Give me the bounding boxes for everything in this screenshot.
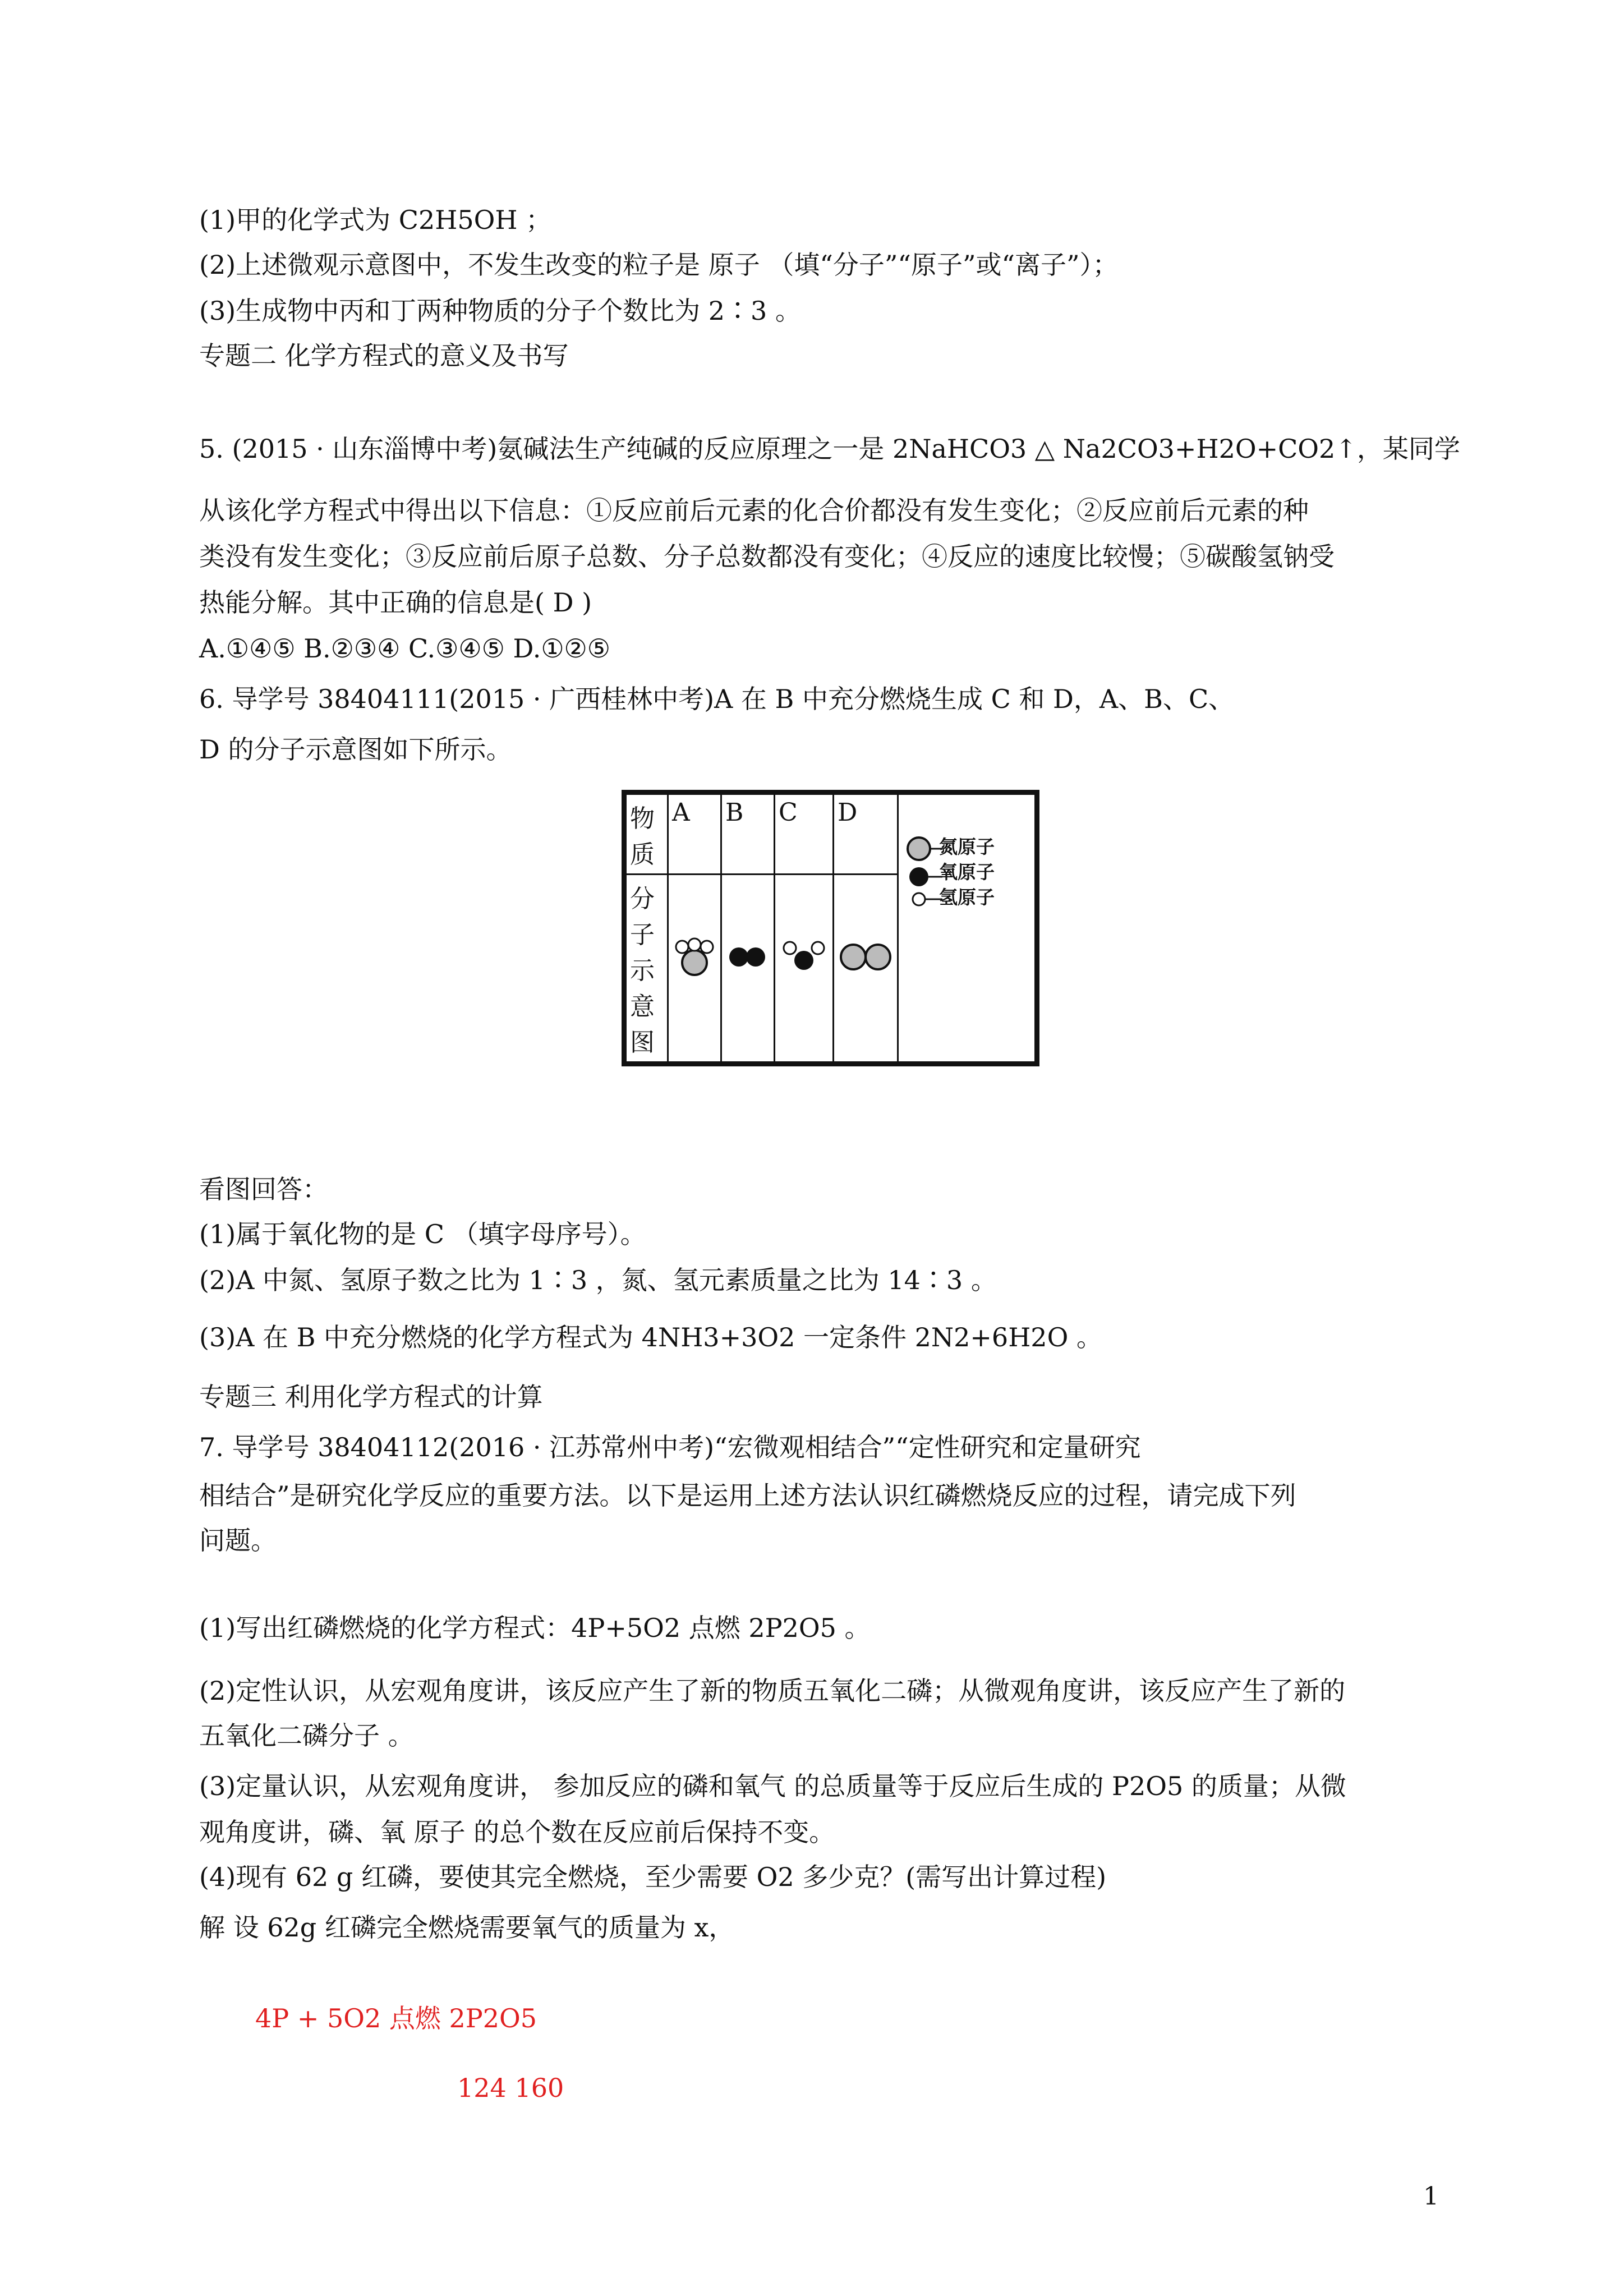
line-3: (3)生成物中丙和丁两种物质的分子个数比为 2∶3 。 (199, 296, 801, 326)
q5-line-1: 5. (2015 · 山东淄博中考)氨碱法生产纯碱的反应原理之一是 2NaHCO3 △ Na2CO3+H2O+CO2↑，某同学 (199, 434, 1460, 464)
col-a: A (668, 793, 721, 875)
q7-2-line-2: 五氧化二磷分子 。 (199, 1720, 414, 1751)
line-2: (2)上述微观示意图中，不发生改变的粒子是 原子 （填“分子”“原子”或“离子”）； (199, 250, 1119, 280)
molecule-table (622, 790, 1039, 1066)
col-b: B (721, 793, 775, 875)
q6-line-2: D 的分子示意图如下所示。 (199, 734, 512, 765)
q7-line-2: 相结合”是研究化学反应的重要方法。以下是运用上述方法认识红磷燃烧反应的过程，请完成下列 (199, 1480, 1296, 1511)
row-header-substance: 物质 (624, 793, 668, 875)
q7-3-line-1: (3)定量认识，从宏观角度讲， 参加反应的磷和氧气 的总质量等于反应后生成的 P2O5 的质量；从微 (199, 1771, 1346, 1801)
molecule-c (775, 875, 834, 1064)
col-c: C (775, 793, 834, 875)
molecule-d (834, 875, 898, 1064)
q5-line-4: 热能分解。其中正确的信息是( D ) (199, 587, 592, 618)
q6-3: (3)A 在 B 中充分燃烧的化学方程式为 4NH3+3O2 一定条件 2N2+6H2O 。 (199, 1322, 1102, 1352)
q5-options: A.①④⑤ B.②③④ C.③④⑤ D.①②⑤ (199, 633, 611, 664)
q5-line-3: 类没有发生变化；③反应前后原子总数、分子总数都没有变化；④反应的速度比较慢；⑤碳酸氢钠受 (199, 541, 1335, 572)
line-1: (1)甲的化学式为 C2H5OH ； (199, 205, 552, 235)
section-3-title: 专题三 利用化学方程式的计算 (199, 1382, 543, 1412)
q7-1: (1)写出红磷燃烧的化学方程式：4P+5O2 点燃 2P2O5 。 (199, 1613, 871, 1643)
q7-line-1: 7. 导学号 38404112(2016 · 江苏常州中考)“宏微观相结合”“定性研究和定量研究 (199, 1432, 1141, 1462)
q5-line-2: 从该化学方程式中得出以下信息：①反应前后元素的化合价都没有发生变化；②反应前后元素的种 (199, 495, 1309, 526)
legend-nitrogen: 氮原子 (939, 836, 995, 858)
molecule-a (668, 875, 721, 1064)
solution-masses: 124 160 (457, 2073, 564, 2103)
col-d: D (834, 793, 898, 875)
q6-line-1: 6. 导学号 38404111(2015 · 广西桂林中考)A 在 B 中充分燃烧生成 C 和 D，A、B、C、 (199, 684, 1235, 714)
section-2-title: 专题二 化学方程式的意义及书写 (199, 341, 569, 371)
legend-oxygen: 氧原子 (939, 861, 995, 883)
q7-3-line-2: 观角度讲，磷、氧 原子 的总个数在反应前后保持不变。 (199, 1817, 835, 1847)
q7-2-line-1: (2)定性认识，从宏观角度讲，该反应产生了新的物质五氧化二磷；从微观角度讲，该反应产生了新的 (199, 1676, 1346, 1706)
legend-cell (898, 793, 1037, 1064)
legend-hydrogen: 氢原子 (939, 886, 995, 908)
row-header-diagram: 分子示意图 (624, 875, 668, 1064)
page-number: 1 (1423, 2182, 1439, 2211)
q7-line-3: 问题。 (199, 1525, 277, 1556)
q7-4: (4)现有 62 g 红磷，要使其完全燃烧，至少需要 O2 多少克？(需写出计算过程) (199, 1862, 1107, 1892)
solution-line: 解 设 62g 红磷完全燃烧需要氧气的质量为 x， (199, 1912, 735, 1943)
molecule-b (721, 875, 775, 1064)
q6-2: (2)A 中氮、氢原子数之比为 1∶3 ，氮、氢元素质量之比为 14∶3 。 (199, 1265, 997, 1295)
q6-1: (1)属于氧化物的是 C （填字母序号）。 (199, 1219, 646, 1249)
look-and-answer: 看图回答： (199, 1174, 328, 1204)
solution-equation: 4P + 5O2 点燃 2P2O5 (255, 2003, 537, 2033)
